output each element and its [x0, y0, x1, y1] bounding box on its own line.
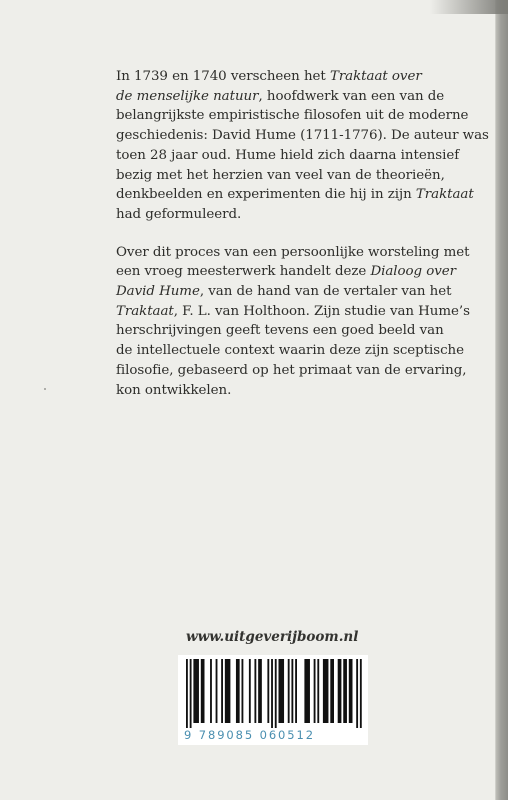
blurb-text: geschiedenis: David Hume (1711-1776). De auteur was [116, 128, 489, 144]
barcode-bar [221, 659, 223, 723]
print-speck [44, 388, 46, 390]
blurb-text: herschrijvingen geeft tevens een goed beeld van [116, 323, 444, 339]
blurb-line [116, 302, 470, 322]
spine-edge [496, 0, 508, 800]
blurb-text: toen 28 jaar oud. Hume hield zich daarna intensief [116, 147, 460, 163]
barcode-bar [360, 659, 362, 728]
blurb-text: een vroeg meesterwerk handelt deze [116, 264, 371, 280]
barcode-bar [249, 659, 251, 723]
blurb-line [116, 361, 467, 381]
italic-title: Traktaat over [329, 69, 422, 84]
blurb-paragraph-2 [116, 243, 470, 401]
barcode-bar [304, 659, 310, 723]
barcode-bar [356, 659, 358, 728]
cover-top-shadow [430, 0, 508, 14]
barcode-bar [330, 659, 334, 723]
blurb-line [116, 205, 446, 225]
blurb-text: Over dit proces van een persoonlijke worsteling met [116, 244, 470, 260]
blurb-line [116, 185, 474, 205]
cover-blurb [116, 67, 489, 418]
blurb-paragraph-1 [116, 67, 489, 225]
isbn-barcode [178, 655, 368, 745]
barcode-bar [323, 659, 329, 723]
blurb-line [116, 321, 446, 341]
italic-title: de menselijke natuur [116, 88, 259, 104]
blurb-text: had geformuleerd. [116, 206, 242, 222]
barcode-bars [184, 659, 362, 729]
blurb-line [116, 341, 464, 361]
blurb-text: belangrijkste empiristische filosofen uit de moderne [116, 108, 469, 124]
blurb-line [116, 67, 446, 87]
blurb-text: , hoofdwerk van een van de [258, 88, 445, 104]
barcode-bar [275, 659, 277, 728]
barcode-bar [210, 659, 212, 723]
barcode-bar [338, 659, 342, 723]
blurb-line [116, 282, 452, 302]
barcode-bar [317, 659, 319, 723]
barcode-bar [190, 659, 192, 728]
barcode-bar [343, 659, 347, 723]
barcode-bar [291, 659, 293, 723]
blurb-text: , van de hand van de vertaler van het [199, 284, 452, 300]
publisher-website[interactable]: www.uitgeverijboom.nl [186, 629, 359, 645]
blurb-text: de intellectuele context waarin deze zijn sceptische [116, 343, 464, 359]
barcode-bar [225, 659, 231, 723]
blurb-text: bezig met het herzien van veel van de theorieën, [116, 167, 445, 183]
barcode-bar [288, 659, 290, 723]
barcode-bar [279, 659, 285, 723]
barcode-bar [271, 659, 273, 728]
isbn-number: 9 789085 060512 [184, 728, 315, 742]
blurb-line [116, 381, 446, 401]
barcode-bar [216, 659, 218, 723]
blurb-line [116, 87, 446, 107]
barcode-bar [236, 659, 240, 723]
blurb-text: , F. L. van Holthoon. Zijn studie van Hume’s [173, 303, 470, 319]
barcode-bar [258, 659, 262, 723]
italic-title: David Hume [116, 284, 200, 300]
blurb-line [116, 106, 469, 126]
barcode-bar [267, 659, 269, 723]
barcode-bar [186, 659, 188, 728]
blurb-line [116, 262, 457, 282]
blurb-text: denkbeelden en experimenten die hij in zijn [116, 187, 416, 203]
barcode-bar [201, 659, 205, 723]
barcode-bar [193, 659, 199, 723]
barcode-bar [254, 659, 256, 723]
blurb-text: kon ontwikkelen. [116, 382, 232, 398]
barcode-bar [349, 659, 353, 723]
italic-title: Traktaat [116, 303, 174, 319]
blurb-text: In 1739 en 1740 verscheen het [116, 69, 330, 84]
blurb-line [116, 243, 470, 263]
barcode-bar [242, 659, 244, 723]
barcode-bar [314, 659, 316, 723]
blurb-line [116, 126, 489, 146]
barcode-bar [295, 659, 297, 723]
italic-title: Dialoog over [370, 264, 457, 280]
blurb-text: filosofie, gebaseerd op het primaat van de ervaring, [116, 362, 467, 378]
italic-title: Traktaat [415, 187, 474, 203]
blurb-line [116, 146, 460, 166]
blurb-line [116, 166, 446, 186]
